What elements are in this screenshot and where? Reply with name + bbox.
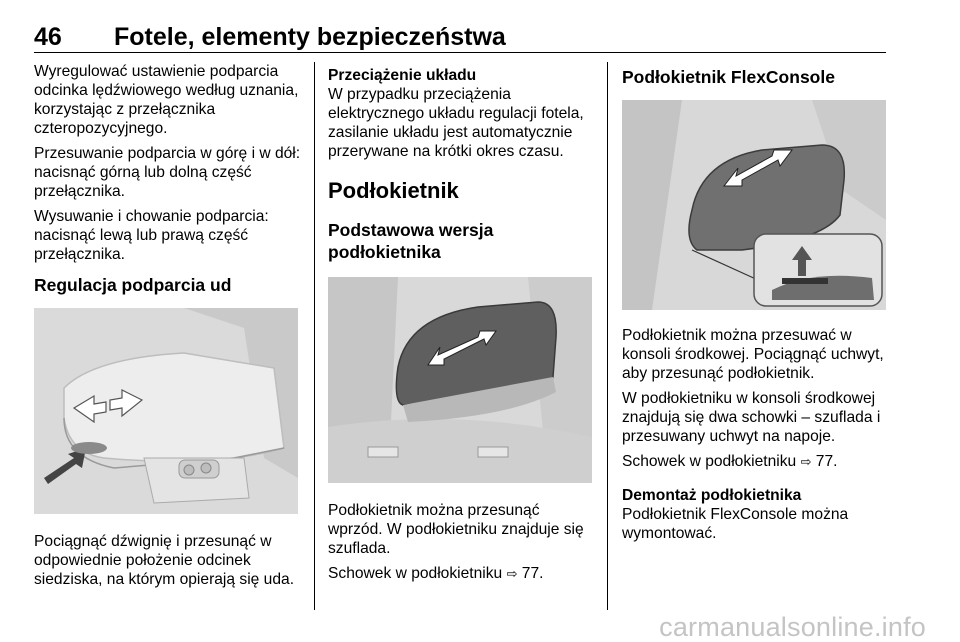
overload-text: W przypadku przeciążenia elektrycznego układu regulacji fotela, zasilanie układu jest automatycznie przerywane na krótki okres czasu. bbox=[328, 86, 584, 160]
column-divider-1 bbox=[314, 62, 315, 610]
lumbar-inout-text: Wysuwanie i chowanie podparcia: nacisnąć lewą lub prawą część przełącznika. bbox=[34, 208, 269, 263]
lumbar-updown-text: Przesuwanie podparcia w górę i w dół: nacisnąć górną lub dolną część przełącznika. bbox=[34, 145, 301, 200]
thigh-support-heading: Regulacja podparcia ud bbox=[34, 275, 232, 295]
overload-heading: Przeciążenie układu bbox=[328, 67, 477, 84]
column-3 bbox=[622, 62, 894, 549]
page-header bbox=[34, 22, 886, 52]
armrest-section-title: Podłokietnik bbox=[328, 178, 459, 203]
page-number: 46 bbox=[34, 23, 62, 51]
thigh-support-caption: Pociągnąć dźwignię i przesunąć w odpowiednie położenie odcinek siedziska, na którym opierają się uda. bbox=[34, 533, 295, 588]
basic-armrest-storage-ref bbox=[328, 564, 596, 584]
chapter-title: Fotele, elementy bezpieczeństwa bbox=[114, 23, 506, 51]
header-divider bbox=[34, 52, 886, 53]
flexconsole-figure bbox=[622, 100, 886, 310]
column-2 bbox=[328, 62, 596, 590]
storage-ref-text: Schowek w podłokietniku bbox=[622, 453, 801, 470]
thigh-support-figure bbox=[34, 308, 298, 514]
storage-ref-text: Schowek w podłokietniku bbox=[328, 565, 507, 582]
flexconsole-heading: Podłokietnik FlexConsole bbox=[622, 67, 835, 87]
armrest-removal-text: Podłokietnik FlexConsole można wymontować. bbox=[622, 506, 849, 542]
basic-armrest-figure bbox=[328, 277, 592, 483]
flexconsole-caption-2: W podłokietniku w konsoli środkowej znajdują się dwa schowki – szuflada i przesuwany uchwyt na napoje. bbox=[622, 390, 881, 445]
basic-armrest-heading: Podstawowa wersja podłokietnika bbox=[328, 220, 494, 262]
storage-ref-page: 77. bbox=[517, 565, 544, 582]
basic-armrest-caption: Podłokietnik można przesunąć wprzód. W podłokietniku znajduje się szuflada. bbox=[328, 502, 584, 557]
armrest-removal-heading: Demontaż podłokietnika bbox=[622, 487, 802, 504]
column-1 bbox=[34, 62, 302, 595]
lumbar-adjust-text: Wyregulować ustawienie podparcia odcinka lędźwiowego według uznania, korzystając z przełącznika czteropozycyjnego. bbox=[34, 63, 299, 137]
column-divider-2 bbox=[607, 62, 608, 610]
flexconsole-storage-ref bbox=[622, 452, 894, 472]
flexconsole-caption-1: Podłokietnik można przesuwać w konsoli środkowej. Pociągnąć uchwyt, aby przesunąć podłokietnik. bbox=[622, 327, 884, 382]
page-ref-arrow-icon: ⇨ bbox=[800, 455, 812, 470]
page-ref-arrow-icon: ⇨ bbox=[506, 567, 518, 582]
site-watermark: carmanualsonline.info bbox=[659, 612, 926, 642]
storage-ref-page: 77. bbox=[811, 453, 838, 470]
